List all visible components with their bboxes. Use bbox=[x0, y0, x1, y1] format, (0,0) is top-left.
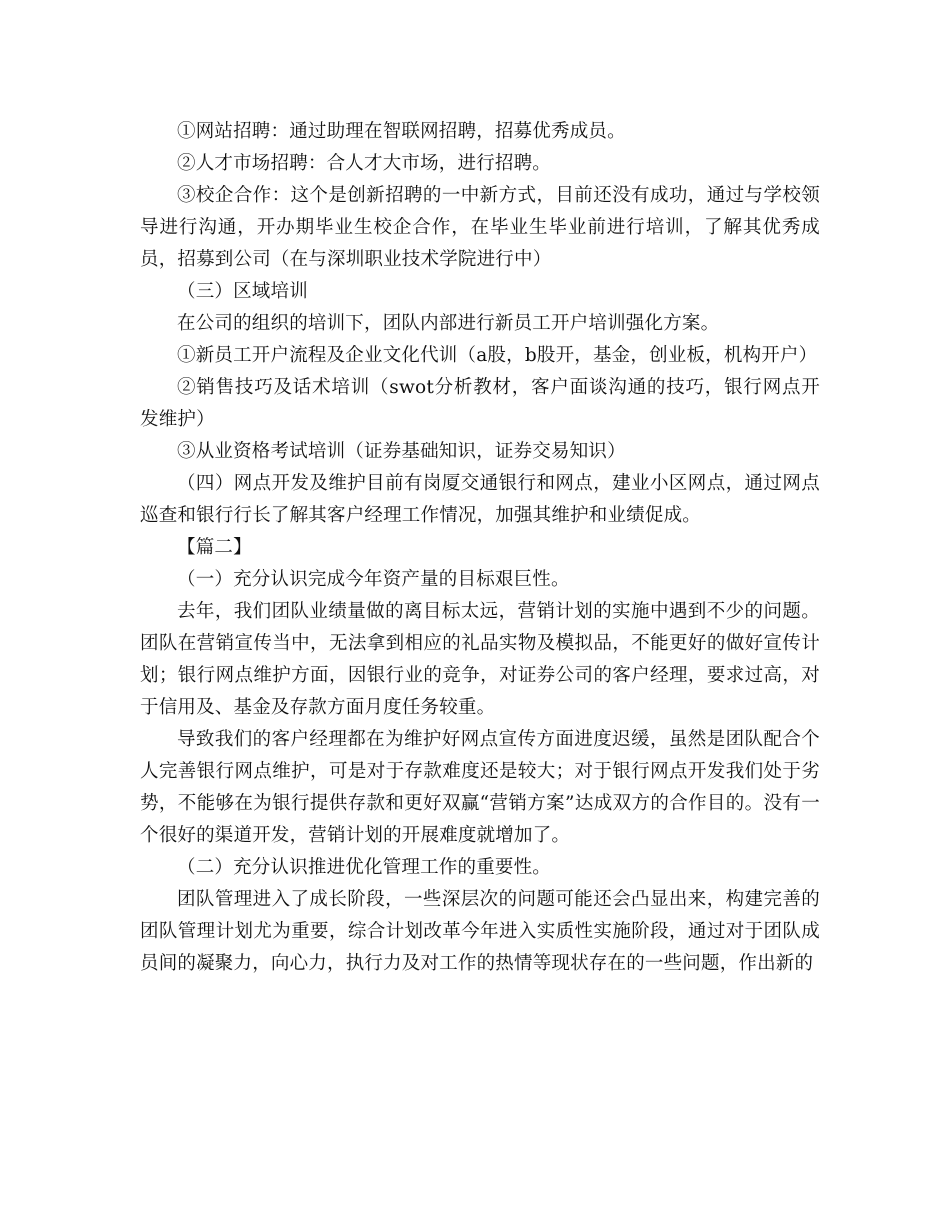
paragraph-recruit-school-cooperation: ③校企合作：这个是创新招聘的一中新方式，目前还没有成功，通过与学校领导进行沟通，开办期毕业生校企合作，在毕业生毕业前进行培训，了解其优秀成员，招募到公司（在与深圳职业技术学院进行中） bbox=[140, 185, 820, 270]
paragraph-recruit-talent-market: ②人才市场招聘：合人才大市场，进行招聘。 bbox=[177, 153, 552, 174]
paragraph-training-intro: 在公司的组织的培训下，团队内部进行新员工开户培训强化方案。 bbox=[177, 313, 720, 334]
section-heading-asset-goal: （一）充分认识完成今年资产量的目标艰巨性。 bbox=[177, 569, 570, 590]
paragraph-training-sales: ②销售技巧及话术培训（swot分析教材，客户面谈沟通的技巧，银行网点开发维护） bbox=[140, 377, 820, 430]
paragraph-training-new-staff: ①新员工开户流程及企业文化代训（a股，b股开，基金，创业板，机构开户） bbox=[177, 345, 818, 366]
paragraph-training-qualification: ③从业资格考试培训（证券基础知识，证券交易知识） bbox=[177, 441, 626, 462]
paragraph-team-management: 团队管理进入了成长阶段，一些深层次的问题可能还会凸显出来，构建完善的团队管理计划尤为重要，综合计划改革今年进入实质性实施阶段，通过对于团队成员间的凝聚力，向心力，执行力及对工作的热情等现状存在的一些问题，作出新的 bbox=[140, 889, 820, 974]
paragraph-branch-development: （四）网点开发及维护目前有岗厦交通银行和网点，建业小区网点，通过网点巡查和银行行长了解其客户经理工作情况，加强其维护和业绩促成。 bbox=[140, 473, 820, 526]
paragraph-branch-maintenance-issues: 导致我们的客户经理都在为维护好网点宣传方面进度迟缓，虽然是团队配合个人完善银行网点维护，可是对于存款难度还是较大；对于银行网点开发我们处于劣势，不能够在为银行提供存款和更好双赢“营销方案”达成双方的合作目的。没有一个很好的渠道开发，营销计划的开展难度就增加了。 bbox=[140, 729, 820, 846]
section-heading-regional-training: （三）区域培训 bbox=[177, 281, 308, 302]
section-heading-management: （二）充分认识推进优化管理工作的重要性。 bbox=[177, 857, 552, 878]
document-page bbox=[140, 116, 820, 980]
paragraph-last-year-review: 去年，我们团队业绩量做的离目标太远，营销计划的实施中遇到不少的问题。团队在营销宣传当中，无法拿到相应的礼品实物及模拟品，不能更好的做好宣传计划；银行网点维护方面，因银行业的竞争，对证券公司的客户经理，要求过高，对于信用及、基金及存款方面月度任务较重。 bbox=[140, 601, 820, 718]
paragraph-recruit-website: ①网站招聘：通过助理在智联网招聘，招募优秀成员。 bbox=[177, 121, 626, 142]
section-heading-part-two: 【篇二】 bbox=[177, 537, 252, 558]
